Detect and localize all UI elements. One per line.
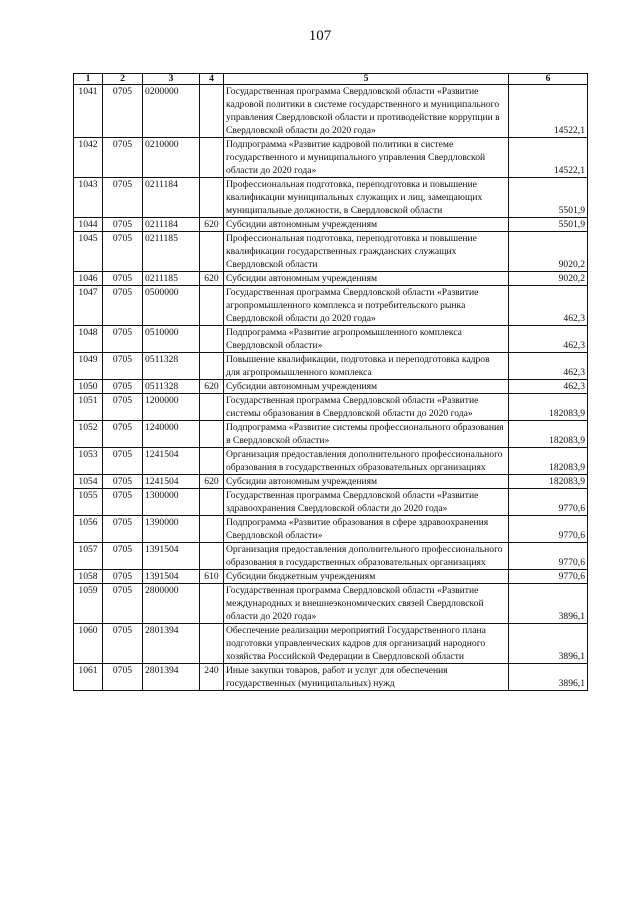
amount-cell: 14522,1 bbox=[509, 138, 588, 178]
target-article-cell: 0210000 bbox=[143, 138, 200, 178]
item-name-cell: Подпрограмма «Развитие агропромышленного комплекса Свердловской области» bbox=[224, 326, 509, 353]
item-name-cell: Организация предоставления дополнительного профессионального образования в государственных образовательных организациях bbox=[224, 448, 509, 475]
section-code-cell: 0705 bbox=[103, 272, 143, 286]
section-code-cell: 0705 bbox=[103, 138, 143, 178]
item-name-cell: Профессиональная подготовка, переподготовка и повышение квалификации муниципальных служащих и лиц, замещающих муниципальные должности, в Свердловской области bbox=[224, 178, 509, 218]
amount-cell: 9020,2 bbox=[509, 232, 588, 272]
amount-cell: 5501,9 bbox=[509, 178, 588, 218]
item-name-cell: Государственная программа Свердловской области «Развитие кадровой политики в системе государственного и муниципального управления Свердловской области и противодействие коррупции в Свердловской области до 2020 года» bbox=[224, 85, 509, 138]
item-name-cell: Государственная программа Свердловской области «Развитие здравоохранения Свердловской области до 2020 года» bbox=[224, 489, 509, 516]
target-article-cell: 2800000 bbox=[143, 584, 200, 624]
item-name-cell: Подпрограмма «Развитие образования в сфере здравоохранения Свердловской области» bbox=[224, 516, 509, 543]
amount-cell: 182083,9 bbox=[509, 394, 588, 421]
amount-cell: 14522,1 bbox=[509, 85, 588, 138]
amount-cell: 5501,9 bbox=[509, 218, 588, 232]
table-row bbox=[74, 138, 588, 178]
amount-cell: 9770,6 bbox=[509, 570, 588, 584]
budget-table bbox=[73, 73, 588, 691]
section-code-cell: 0705 bbox=[103, 421, 143, 448]
target-article-cell: 1390000 bbox=[143, 516, 200, 543]
table-row bbox=[74, 475, 588, 489]
row-number-cell: 1053 bbox=[74, 448, 103, 475]
target-article-cell: 0211185 bbox=[143, 272, 200, 286]
item-name-cell: Субсидии бюджетным учреждениям bbox=[224, 570, 509, 584]
row-number-cell: 1059 bbox=[74, 584, 103, 624]
amount-cell: 462,3 bbox=[509, 326, 588, 353]
amount-cell: 462,3 bbox=[509, 353, 588, 380]
row-number-cell: 1048 bbox=[74, 326, 103, 353]
target-article-cell: 1391504 bbox=[143, 543, 200, 570]
target-article-cell: 0211185 bbox=[143, 232, 200, 272]
amount-cell: 3896,1 bbox=[509, 664, 588, 691]
target-article-cell: 0511328 bbox=[143, 353, 200, 380]
table-row bbox=[74, 664, 588, 691]
item-name-cell: Государственная программа Свердловской области «Развитие агропромышленного комплекса и потребительского рынка Свердловской области до 2020 года» bbox=[224, 286, 509, 326]
column-header-amount: 6 bbox=[509, 74, 588, 85]
target-article-cell: 2801394 bbox=[143, 664, 200, 691]
row-number-cell: 1052 bbox=[74, 421, 103, 448]
amount-cell: 3896,1 bbox=[509, 584, 588, 624]
section-code-cell: 0705 bbox=[103, 448, 143, 475]
section-code-cell: 0705 bbox=[103, 475, 143, 489]
row-number-cell: 1054 bbox=[74, 475, 103, 489]
amount-cell: 3896,1 bbox=[509, 624, 588, 664]
target-article-cell: 0510000 bbox=[143, 326, 200, 353]
row-number-cell: 1042 bbox=[74, 138, 103, 178]
target-article-cell: 1391504 bbox=[143, 570, 200, 584]
table-row bbox=[74, 286, 588, 326]
table-body bbox=[74, 85, 588, 691]
table-row bbox=[74, 380, 588, 394]
section-code-cell: 0705 bbox=[103, 394, 143, 421]
target-article-cell: 2801394 bbox=[143, 624, 200, 664]
section-code-cell: 0705 bbox=[103, 353, 143, 380]
table-row bbox=[74, 394, 588, 421]
table-row bbox=[74, 421, 588, 448]
row-number-cell: 1060 bbox=[74, 624, 103, 664]
row-number-cell: 1058 bbox=[74, 570, 103, 584]
expense-type-cell: 620 bbox=[200, 218, 224, 232]
table-row bbox=[74, 570, 588, 584]
row-number-cell: 1046 bbox=[74, 272, 103, 286]
expense-type-cell bbox=[200, 516, 224, 543]
section-code-cell: 0705 bbox=[103, 326, 143, 353]
amount-cell: 462,3 bbox=[509, 286, 588, 326]
expense-type-cell: 620 bbox=[200, 272, 224, 286]
item-name-cell: Организация предоставления дополнительного профессионального образования в государственных образовательных организациях bbox=[224, 543, 509, 570]
expense-type-cell bbox=[200, 584, 224, 624]
section-code-cell: 0705 bbox=[103, 570, 143, 584]
expense-type-cell bbox=[200, 232, 224, 272]
item-name-cell: Иные закупки товаров, работ и услуг для обеспечения государственных (муниципальных) нужд bbox=[224, 664, 509, 691]
item-name-cell: Повышение квалификации, подготовка и переподготовка кадров для агропромышленного комплекса bbox=[224, 353, 509, 380]
row-number-cell: 1044 bbox=[74, 218, 103, 232]
item-name-cell: Подпрограмма «Развитие кадровой политики в системе государственного и муниципального управления Свердловской области до 2020 года» bbox=[224, 138, 509, 178]
target-article-cell: 0500000 bbox=[143, 286, 200, 326]
target-article-cell: 1300000 bbox=[143, 489, 200, 516]
table-row bbox=[74, 272, 588, 286]
table-row bbox=[74, 624, 588, 664]
target-article-cell: 1240000 bbox=[143, 421, 200, 448]
table-header-row bbox=[74, 74, 588, 85]
row-number-cell: 1049 bbox=[74, 353, 103, 380]
amount-cell: 9770,6 bbox=[509, 543, 588, 570]
table-row bbox=[74, 353, 588, 380]
column-header-number: 1 bbox=[74, 74, 103, 85]
target-article-cell: 1241504 bbox=[143, 475, 200, 489]
item-name-cell: Государственная программа Свердловской области «Развитие международных и внешнеэкономических связей Свердловской области до 2020 года» bbox=[224, 584, 509, 624]
item-name-cell: Государственная программа Свердловской области «Развитие системы образования в Свердловской области до 2020 года» bbox=[224, 394, 509, 421]
section-code-cell: 0705 bbox=[103, 516, 143, 543]
item-name-cell: Субсидии автономным учреждениям bbox=[224, 475, 509, 489]
target-article-cell: 1200000 bbox=[143, 394, 200, 421]
item-name-cell: Субсидии автономным учреждениям bbox=[224, 380, 509, 394]
section-code-cell: 0705 bbox=[103, 218, 143, 232]
table-row bbox=[74, 489, 588, 516]
expense-type-cell bbox=[200, 326, 224, 353]
expense-type-cell: 620 bbox=[200, 475, 224, 489]
expense-type-cell bbox=[200, 448, 224, 475]
expense-type-cell bbox=[200, 394, 224, 421]
amount-cell: 462,3 bbox=[509, 380, 588, 394]
table-row bbox=[74, 516, 588, 543]
expense-type-cell bbox=[200, 489, 224, 516]
row-number-cell: 1047 bbox=[74, 286, 103, 326]
table-row bbox=[74, 85, 588, 138]
row-number-cell: 1055 bbox=[74, 489, 103, 516]
row-number-cell: 1051 bbox=[74, 394, 103, 421]
page-number: 107 bbox=[308, 28, 332, 44]
section-code-cell: 0705 bbox=[103, 664, 143, 691]
table-row bbox=[74, 326, 588, 353]
expense-type-cell bbox=[200, 138, 224, 178]
expense-type-cell bbox=[200, 353, 224, 380]
table-row bbox=[74, 543, 588, 570]
row-number-cell: 1043 bbox=[74, 178, 103, 218]
expense-type-cell: 620 bbox=[200, 380, 224, 394]
expense-type-cell: 610 bbox=[200, 570, 224, 584]
expense-type-cell bbox=[200, 624, 224, 664]
row-number-cell: 1050 bbox=[74, 380, 103, 394]
item-name-cell: Субсидии автономным учреждениям bbox=[224, 218, 509, 232]
expense-type-cell bbox=[200, 286, 224, 326]
expense-type-cell bbox=[200, 85, 224, 138]
row-number-cell: 1041 bbox=[74, 85, 103, 138]
section-code-cell: 0705 bbox=[103, 624, 143, 664]
section-code-cell: 0705 bbox=[103, 232, 143, 272]
column-header-target-article: 3 bbox=[143, 74, 200, 85]
table-row bbox=[74, 584, 588, 624]
target-article-cell: 0211184 bbox=[143, 218, 200, 232]
target-article-cell: 0211184 bbox=[143, 178, 200, 218]
item-name-cell: Профессиональная подготовка, переподготовка и повышение квалификации государственных гражданских служащих Свердловской области bbox=[224, 232, 509, 272]
row-number-cell: 1056 bbox=[74, 516, 103, 543]
section-code-cell: 0705 bbox=[103, 85, 143, 138]
section-code-cell: 0705 bbox=[103, 178, 143, 218]
amount-cell: 182083,9 bbox=[509, 421, 588, 448]
column-header-section: 2 bbox=[103, 74, 143, 85]
section-code-cell: 0705 bbox=[103, 380, 143, 394]
item-name-cell: Субсидии автономным учреждениям bbox=[224, 272, 509, 286]
table-row bbox=[74, 178, 588, 218]
target-article-cell: 0200000 bbox=[143, 85, 200, 138]
amount-cell: 9020,2 bbox=[509, 272, 588, 286]
expense-type-cell bbox=[200, 178, 224, 218]
table-row bbox=[74, 218, 588, 232]
table-row bbox=[74, 448, 588, 475]
amount-cell: 9770,6 bbox=[509, 516, 588, 543]
row-number-cell: 1061 bbox=[74, 664, 103, 691]
target-article-cell: 1241504 bbox=[143, 448, 200, 475]
row-number-cell: 1045 bbox=[74, 232, 103, 272]
amount-cell: 182083,9 bbox=[509, 475, 588, 489]
target-article-cell: 0511328 bbox=[143, 380, 200, 394]
column-header-name: 5 bbox=[224, 74, 509, 85]
row-number-cell: 1057 bbox=[74, 543, 103, 570]
column-header-expense-type: 4 bbox=[200, 74, 224, 85]
table-row bbox=[74, 232, 588, 272]
section-code-cell: 0705 bbox=[103, 543, 143, 570]
section-code-cell: 0705 bbox=[103, 584, 143, 624]
item-name-cell: Обеспечение реализации мероприятий Государственного плана подготовки управленческих кадров для организаций народного хозяйства Российской Федерации в Свердловской области bbox=[224, 624, 509, 664]
expense-type-cell bbox=[200, 543, 224, 570]
expense-type-cell: 240 bbox=[200, 664, 224, 691]
expense-type-cell bbox=[200, 421, 224, 448]
section-code-cell: 0705 bbox=[103, 286, 143, 326]
amount-cell: 182083,9 bbox=[509, 448, 588, 475]
item-name-cell: Подпрограмма «Развитие системы профессионального образования в Свердловской области» bbox=[224, 421, 509, 448]
amount-cell: 9770,6 bbox=[509, 489, 588, 516]
section-code-cell: 0705 bbox=[103, 489, 143, 516]
